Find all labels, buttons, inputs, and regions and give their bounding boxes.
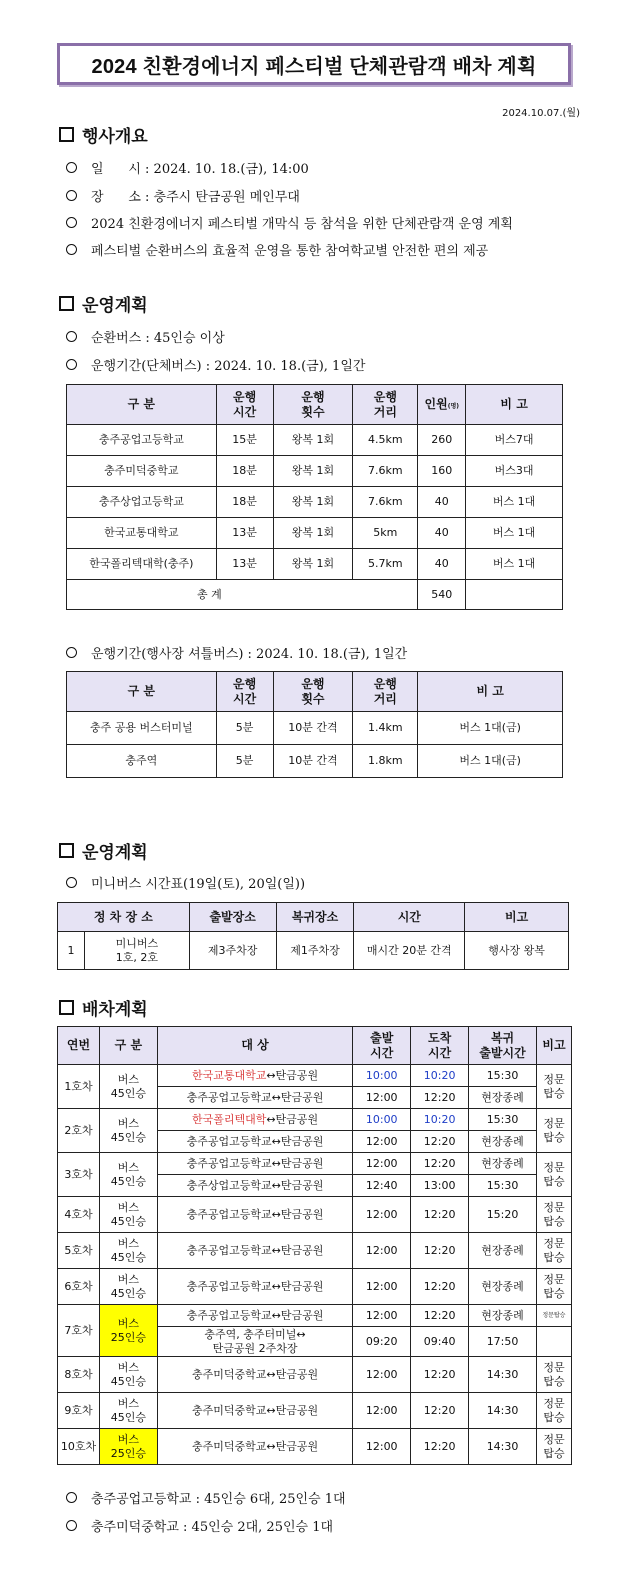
arrival-time: 10:20: [411, 1109, 469, 1131]
target-cell: 충주미덕중학교↔탄금공원: [157, 1429, 352, 1465]
table-row: [58, 1393, 572, 1429]
table-cell: 충주상업고등학교: [67, 487, 217, 518]
arrival-time: 12:20: [411, 1087, 469, 1109]
table-cell: 버스 1대(금): [418, 745, 563, 778]
group-bus-table: [66, 384, 563, 610]
table-cell: 10분 간격: [273, 712, 353, 745]
table-cell: 왕복 1회: [273, 487, 353, 518]
car-number: 10호차: [58, 1429, 100, 1465]
target-cell: [157, 1065, 352, 1087]
table-header: 운행 거리: [353, 672, 418, 712]
table-header: 복귀장소: [276, 903, 354, 932]
table-header: 운행 시간: [216, 672, 273, 712]
table-cell: 5분: [216, 712, 273, 745]
arrival-time: 12:20: [411, 1131, 469, 1153]
arrival-time: 10:20: [411, 1065, 469, 1087]
section-heading-overview: [59, 122, 148, 147]
table-cell: 행사장 왕복: [465, 932, 569, 970]
table-header: 복귀 출발시간: [469, 1027, 537, 1065]
table-cell: 제3주차장: [189, 932, 276, 970]
departure-time: 12:00: [353, 1131, 411, 1153]
table-cell: 10분 간격: [273, 745, 353, 778]
table-header: 출발장소: [189, 903, 276, 932]
table-cell: 버스 1대: [466, 549, 563, 580]
note-cell: 정문 탑승: [536, 1197, 571, 1233]
route-suffix: ↔탄금공원: [266, 1068, 319, 1082]
table-cell: 5.7km: [353, 549, 418, 580]
table-row: [58, 932, 569, 970]
section-heading-text: 운영계획: [82, 843, 148, 863]
table-cell: 260: [418, 425, 466, 456]
table-header: 구 분: [99, 1027, 157, 1065]
departure-time: 12:00: [353, 1233, 411, 1269]
table-row: [58, 1153, 572, 1175]
table-header: 운행 거리: [353, 385, 418, 425]
table-cell: 18분: [216, 487, 273, 518]
table-cell: 1.8km: [353, 745, 418, 778]
return-time: 14:30: [469, 1393, 537, 1429]
circle-bullet-icon: [66, 217, 77, 228]
return-time: 현장종례: [469, 1087, 537, 1109]
bus-type: 버스 45인승: [99, 1393, 157, 1429]
table-header: 운행 횟수: [273, 385, 353, 425]
note-cell: 정문 탑승: [536, 1269, 571, 1305]
departure-time: 12:00: [353, 1429, 411, 1465]
document-title: 2024 친환경에너지 페스티벌 단체관람객 배차 계획: [57, 43, 571, 85]
car-number: 7호차: [58, 1305, 100, 1357]
table-row: [67, 549, 563, 580]
car-number: 5호차: [58, 1233, 100, 1269]
table-header: 시간: [354, 903, 465, 932]
departure-time: 12:00: [353, 1305, 411, 1327]
circle-bullet-icon: [66, 359, 77, 370]
table-cell: 4.5km: [353, 425, 418, 456]
circle-bullet-icon: [66, 331, 77, 342]
table-row: [67, 456, 563, 487]
table-header: 운행 횟수: [273, 672, 353, 712]
return-time: 15:20: [469, 1197, 537, 1233]
note-cell: 정문 탑승: [536, 1393, 571, 1429]
route-suffix: ↔탄금공원: [266, 1112, 319, 1126]
table-row: [67, 745, 563, 778]
table-row: [67, 425, 563, 456]
bullet-item: 충주공업고등학교 : 45인승 6대, 25인승 1대: [66, 1488, 346, 1507]
table-row: [58, 1233, 572, 1269]
total-label: 총 계: [67, 580, 418, 610]
note-cell: [536, 1327, 571, 1357]
bullet-item: 일 시 : 2024. 10. 18.(금), 14:00: [66, 158, 309, 177]
section-heading-text: 행사개요: [82, 127, 148, 147]
circle-bullet-icon: [66, 244, 77, 255]
table-cell: 7.6km: [353, 487, 418, 518]
note-cell: 정문 탑승: [536, 1153, 571, 1197]
return-time: 15:30: [469, 1175, 537, 1197]
table-cell: 왕복 1회: [273, 456, 353, 487]
target-cell: 충주공업고등학교↔탄금공원: [157, 1087, 352, 1109]
table-cell: 버스 1대: [466, 487, 563, 518]
departure-time: 12:00: [353, 1153, 411, 1175]
car-number: 4호차: [58, 1197, 100, 1233]
circle-bullet-icon: [66, 162, 77, 173]
checkbox-square-icon: [59, 1000, 74, 1015]
circle-bullet-icon: [66, 1520, 77, 1531]
table-cell: 1.4km: [353, 712, 418, 745]
arrival-time: 12:20: [411, 1197, 469, 1233]
checkbox-square-icon: [59, 296, 74, 311]
table-cell: 버스 1대(금): [418, 712, 563, 745]
section-heading-minibus: [59, 838, 148, 863]
target-cell: 충주공업고등학교↔탄금공원: [157, 1197, 352, 1233]
target-cell: 충주공업고등학교↔탄금공원: [157, 1233, 352, 1269]
return-time: 현장종례: [469, 1131, 537, 1153]
arrival-time: 12:20: [411, 1233, 469, 1269]
car-number: 1호차: [58, 1065, 100, 1109]
target-cell: [157, 1109, 352, 1131]
departure-time: 12:40: [353, 1175, 411, 1197]
table-cell: 충주공업고등학교: [67, 425, 217, 456]
dispatch-table: [57, 1026, 572, 1465]
table-header: 대 상: [157, 1027, 352, 1065]
section-heading-text: 배차계획: [82, 1000, 148, 1020]
departure-time: 10:00: [353, 1109, 411, 1131]
highlight-school: 한국폴리텍대학: [191, 1112, 267, 1126]
bus-type: 버스 45인승: [99, 1109, 157, 1153]
note-cell: 정문 탑승: [536, 1429, 571, 1465]
table-row: [58, 1065, 572, 1087]
bullet-item: 2024 친환경에너지 페스티벌 개막식 등 참석을 위한 단체관람객 운영 계획: [66, 213, 513, 232]
table-cell: 왕복 1회: [273, 518, 353, 549]
target-cell: 충주공업고등학교↔탄금공원: [157, 1131, 352, 1153]
table-header: 출발 시간: [353, 1027, 411, 1065]
target-cell: 충주역, 충주터미널↔ 탄금공원 2주차장: [157, 1327, 352, 1357]
table-cell: 40: [418, 549, 466, 580]
circle-bullet-icon: [66, 190, 77, 201]
departure-time: 12:00: [353, 1357, 411, 1393]
target-cell: 충주미덕중학교↔탄금공원: [157, 1357, 352, 1393]
section-heading-text: 운영계획: [82, 296, 148, 316]
return-time: 15:30: [469, 1065, 537, 1087]
document-date: 2024.10.07.(월): [502, 108, 580, 119]
table-cell: 13분: [216, 518, 273, 549]
table-row: [58, 1197, 572, 1233]
arrival-time: 12:20: [411, 1269, 469, 1305]
table-cell: 한국폴리텍대학(충주): [67, 549, 217, 580]
table-cell: 한국교통대학교: [67, 518, 217, 549]
table-row: [67, 518, 563, 549]
car-number: 2호차: [58, 1109, 100, 1153]
table-cell: 1: [58, 932, 85, 970]
return-time: 현장종례: [469, 1233, 537, 1269]
arrival-time: 12:20: [411, 1305, 469, 1327]
target-cell: 충주상업고등학교↔탄금공원: [157, 1175, 352, 1197]
car-number: 9호차: [58, 1393, 100, 1429]
arrival-time: 12:20: [411, 1429, 469, 1465]
note-cell: 정문 탑승: [536, 1357, 571, 1393]
table-row: [58, 1429, 572, 1465]
circle-bullet-icon: [66, 1492, 77, 1503]
arrival-time: 12:20: [411, 1153, 469, 1175]
circle-bullet-icon: [66, 647, 77, 658]
return-time: 현장종례: [469, 1153, 537, 1175]
section-heading-operation: [59, 291, 148, 316]
note-cell: 정문탑승: [536, 1305, 571, 1327]
table-cell: 왕복 1회: [273, 549, 353, 580]
table-cell: 15분: [216, 425, 273, 456]
table-row: [58, 1109, 572, 1131]
note-cell: 정문 탑승: [536, 1233, 571, 1269]
table-cell: 버스7대: [466, 425, 563, 456]
minibus-table: [57, 902, 569, 970]
table-header: 인원(명): [418, 385, 466, 425]
bullet-item: 페스티벌 순환버스의 효율적 운영을 통한 참여학교별 안전한 편의 제공: [66, 240, 488, 259]
arrival-time: 12:20: [411, 1393, 469, 1429]
departure-time: 12:00: [353, 1393, 411, 1429]
circle-bullet-icon: [66, 877, 77, 888]
departure-time: 12:00: [353, 1269, 411, 1305]
arrival-time: 12:20: [411, 1357, 469, 1393]
checkbox-square-icon: [59, 127, 74, 142]
table-cell: 160: [418, 456, 466, 487]
target-cell: 충주공업고등학교↔탄금공원: [157, 1305, 352, 1327]
table-header: 구 분: [67, 385, 217, 425]
table-header: 비 고: [418, 672, 563, 712]
table-row: [58, 1357, 572, 1393]
section-heading-dispatch: [59, 995, 148, 1020]
arrival-time: 13:00: [411, 1175, 469, 1197]
bullet-item: 미니버스 시간표(19일(토), 20일(일)): [66, 873, 305, 892]
departure-time: 12:00: [353, 1087, 411, 1109]
target-cell: 충주미덕중학교↔탄금공원: [157, 1393, 352, 1429]
note-cell: 정문 탑승: [536, 1065, 571, 1109]
bus-type: 버스 45인승: [99, 1357, 157, 1393]
table-cell: 충주역: [67, 745, 217, 778]
bus-type: 버스 45인승: [99, 1233, 157, 1269]
car-number: 3호차: [58, 1153, 100, 1197]
table-cell: 5분: [216, 745, 273, 778]
return-time: 17:50: [469, 1327, 537, 1357]
car-number: 8호차: [58, 1357, 100, 1393]
target-cell: 충주공업고등학교↔탄금공원: [157, 1269, 352, 1305]
bus-type: 버스 45인승: [99, 1269, 157, 1305]
arrival-time: 09:40: [411, 1327, 469, 1357]
table-cell: 버스 1대: [466, 518, 563, 549]
table-header: 운행 시간: [216, 385, 273, 425]
table-header: 비고: [536, 1027, 571, 1065]
bus-type: 버스 25인승: [99, 1305, 157, 1357]
checkbox-square-icon: [59, 843, 74, 858]
table-row: [67, 712, 563, 745]
target-cell: 충주공업고등학교↔탄금공원: [157, 1153, 352, 1175]
bus-type: 버스 45인승: [99, 1065, 157, 1109]
note-cell: 정문 탑승: [536, 1109, 571, 1153]
table-cell: 매시간 20분 간격: [354, 932, 465, 970]
return-time: 14:30: [469, 1429, 537, 1465]
table-header: 구 분: [67, 672, 217, 712]
table-row: [58, 1305, 572, 1327]
table-header: 비 고: [466, 385, 563, 425]
bullet-item: 순환버스 : 45인승 이상: [66, 327, 225, 346]
table-cell: 왕복 1회: [273, 425, 353, 456]
return-time: 현장종례: [469, 1269, 537, 1305]
return-time: 15:30: [469, 1109, 537, 1131]
bus-type: 버스 45인승: [99, 1153, 157, 1197]
table-row: [58, 1269, 572, 1305]
table-cell: 18분: [216, 456, 273, 487]
table-header: 정 차 장 소: [58, 903, 190, 932]
total-value: 540: [418, 580, 466, 610]
table-cell: 버스3대: [466, 456, 563, 487]
table-cell: 충주 공용 버스터미널: [67, 712, 217, 745]
departure-time: 09:20: [353, 1327, 411, 1357]
bus-type: 버스 45인승: [99, 1197, 157, 1233]
bus-type: 버스 25인승: [99, 1429, 157, 1465]
table-cell: 7.6km: [353, 456, 418, 487]
table-cell: 충주미덕중학교: [67, 456, 217, 487]
table-cell: 40: [418, 518, 466, 549]
departure-time: 12:00: [353, 1197, 411, 1233]
car-number: 6호차: [58, 1269, 100, 1305]
table-cell: 5km: [353, 518, 418, 549]
shuttle-bus-table: [66, 671, 563, 778]
highlight-school: 한국교통대학교: [191, 1068, 267, 1082]
table-header: 비고: [465, 903, 569, 932]
return-time: 14:30: [469, 1357, 537, 1393]
bullet-item: 운행기간(단체버스) : 2024. 10. 18.(금), 1일간: [66, 355, 365, 374]
table-cell: 제1주차장: [276, 932, 354, 970]
table-header: 도착 시간: [411, 1027, 469, 1065]
table-cell: 13분: [216, 549, 273, 580]
table-cell: 미니버스 1호, 2호: [84, 932, 189, 970]
bullet-item: 장 소 : 충주시 탄금공원 메인무대: [66, 186, 300, 205]
table-cell: 40: [418, 487, 466, 518]
bullet-item: 충주미덕중학교 : 45인승 2대, 25인승 1대: [66, 1516, 333, 1535]
table-header: 연번: [58, 1027, 100, 1065]
departure-time: 10:00: [353, 1065, 411, 1087]
table-row: [67, 487, 563, 518]
bullet-item: 운행기간(행사장 셔틀버스) : 2024. 10. 18.(금), 1일간: [66, 643, 407, 662]
return-time: 현장종례: [469, 1305, 537, 1327]
